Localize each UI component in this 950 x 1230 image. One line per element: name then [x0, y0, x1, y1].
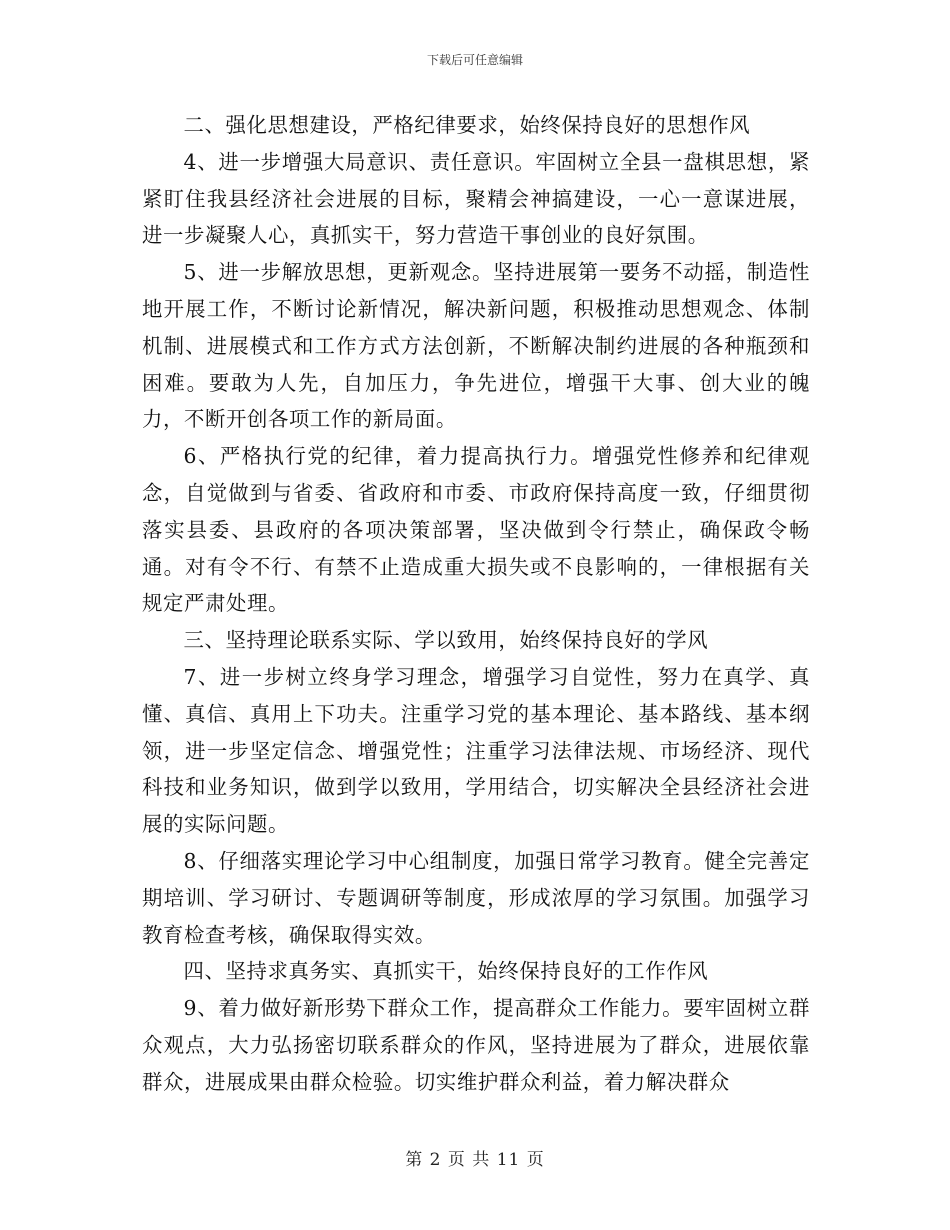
section-heading-4: 四、坚持求真务实、真抓实干，始终保持良好的工作作风	[183, 959, 709, 984]
document-body	[142, 107, 810, 1101]
section-heading-3: 三、坚持理论联系实际、学以致用，始终保持良好的学风	[183, 628, 709, 653]
paragraph-item-4: 4、进一步增强大局意识、责任意识。牢固树立全县一盘棋思想，紧紧盯住我县经济社会进展的目标，聚精会神搞建设，一心一意谋进展，进一步凝聚人心，真抓实干，努力营造干事创业的良好氛围。	[142, 149, 810, 248]
section-heading-2: 二、强化思想建设，严格纪律要求，始终保持良好的思想作风	[183, 113, 751, 137]
paragraph-item-5: 5、进一步解放思想，更新观念。坚持进展第一要务不动摇，制造性地开展工作，不断讨论新情况，解决新问题，积极推动思想观念、体制机制、进展模式和工作方式方法创新，不断解决制约进展的各种瓶颈和困难。要敢为人先，自加压力，争先进位，增强干大事、创大业的魄力，不断开创各项工作的新局面。	[142, 260, 810, 432]
paragraph-item-6: 6、严格执行党的纪律，着力提高执行力。增强党性修养和纪律观念，自觉做到与省委、省政府和市委、市政府保持高度一致，仔细贯彻落实县委、县政府的各项决策部署，坚决做到令行禁止，确保政令畅通。对有令不行、有禁不止造成重大损失或不良影响的，一律根据有关规定严肃处理。	[142, 444, 810, 616]
paragraph-item-8: 8、仔细落实理论学习中心组制度，加强日常学习教育。健全完善定期培训、学习研讨、专题调研等制度，形成浓厚的学习氛围。加强学习教育检查考核，确保取得实效。	[142, 848, 810, 947]
paragraph-item-7: 7、进一步树立终身学习理念，增强学习自觉性，努力在真学、真懂、真信、真用上下功夫。注重学习党的基本理论、基本路线、基本纲领，进一步坚定信念、增强党性；注重学习法律法规、市场经济、现代科技和业务知识，做到学以致用，学用结合，切实解决全县经济社会进展的实际问题。	[142, 664, 810, 837]
page-number: 第 2 页 共 11 页	[405, 1150, 545, 1170]
page-header-note: 下载后可任意编辑	[426, 53, 523, 67]
paragraph-item-9: 9、着力做好新形势下群众工作，提高群众工作能力。要牢固树立群众观点，大力弘扬密切联系群众的作风，坚持进展为了群众，进展依靠群众，进展成果由群众检验。切实维护群众利益，着力解决群众	[142, 996, 810, 1094]
